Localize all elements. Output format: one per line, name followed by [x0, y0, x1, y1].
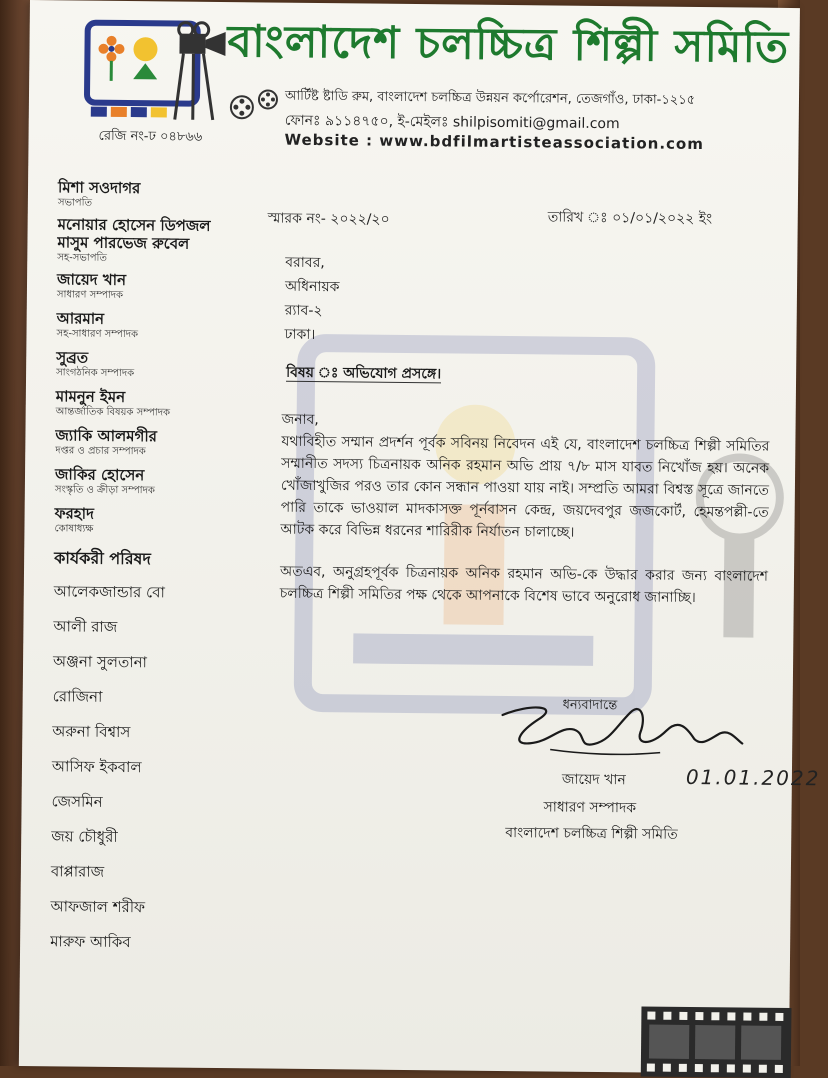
officer-name: মামনুন ইমন — [55, 387, 126, 407]
member-name: আলী রাজ — [53, 617, 118, 636]
letter-date: তারিখ ঃ ০১/০১/২০২২ ইং — [547, 209, 713, 228]
officer-role: সহ-সভাপতি — [57, 252, 107, 264]
member-name: জয় চৌধুরী — [51, 827, 118, 846]
film-reel-small-icon — [257, 88, 279, 110]
film-reel-icon — [229, 94, 255, 120]
salutation: জনাব, — [281, 411, 319, 429]
recipient-line: ঢাকা। — [284, 326, 316, 344]
officer-role: সাংগঠনিক সম্পাদক — [56, 367, 135, 380]
committee-heading: কার্যকরী পরিষদ — [54, 548, 151, 569]
letter-body — [279, 409, 769, 630]
letterhead-page — [19, 0, 821, 1074]
closing-text: ধন্যবাদান্তে — [562, 697, 618, 714]
officer-entry — [56, 309, 246, 342]
member-name: জেসমিন — [51, 792, 103, 811]
website-line: Website : www.bdfilmartisteassociation.com — [284, 130, 704, 154]
officer-name: মিশা সওদাগর — [57, 178, 141, 198]
member-name: অঞ্জনা সুলতানা — [52, 652, 148, 672]
handwritten-date: 01.01.2022 — [685, 764, 821, 791]
officer-role: সভাপতি — [57, 197, 93, 209]
officer-role: সহ-সাধারণ সম্পাদক — [56, 328, 139, 341]
association-logo — [83, 19, 234, 129]
officer-name: জ্যাকি আলমগীর — [55, 426, 158, 446]
officer-entry — [56, 387, 246, 420]
officer-entry — [54, 504, 244, 537]
subject-line — [286, 361, 441, 387]
film-strip-decoration — [641, 1006, 792, 1078]
member-name: মারুফ আকিব — [50, 932, 131, 952]
officer-entry — [57, 270, 247, 303]
officer-name: জায়েদ খান — [56, 270, 127, 290]
recipient-line: অধিনায়ক — [284, 278, 340, 296]
officer-role: কোষাধ্যক্ষ — [54, 523, 94, 535]
member-list — [50, 581, 244, 953]
member-name: আলেকজান্ডার বো — [53, 582, 166, 602]
handwritten-signature — [490, 685, 751, 768]
officer-entry — [55, 426, 245, 459]
member-name: আসিফ ইকবাল — [51, 757, 142, 777]
officer-name: মনোয়ার হোসেন ডিপজল — [57, 215, 211, 235]
officer-role: সংস্কৃতি ও ক্রীড়া সম্পাদক — [54, 484, 155, 497]
officer-entry — [55, 465, 245, 498]
committee-sidebar — [50, 178, 248, 953]
officer-name: জাকির হোসেন — [54, 465, 145, 485]
organization-title: বাংলাদেশ চলচ্চিত্র শিল্পী সমিতি — [227, 16, 790, 73]
officer-name: মাসুম পারভেজ রুবেল — [57, 233, 190, 253]
officer-name: সুব্রত — [56, 348, 89, 367]
contact-line: ফোনঃ ৯১১৪৭৫০, ই-মেইলঃ shilpisomiti@gmail.com — [284, 112, 620, 133]
officer-entry — [57, 233, 247, 266]
recipient-block — [284, 251, 339, 348]
officer-entry — [58, 215, 248, 235]
address-line: আর্টিষ্ট ষ্টাডি রুম, বাংলাদেশ চলচ্চিত্র উন্নয়ন কর্পোরেশন, তেজগাঁও, ঢাকা-১২১৫ — [284, 88, 696, 108]
memo-number: স্মারক নং- ২০২২/২০ — [267, 210, 390, 228]
officer-entry — [56, 348, 246, 381]
registration-number: রেজি নং-ঢ ০৪৮৬৬ — [98, 128, 203, 145]
officer-name: আরমান — [56, 309, 105, 328]
officer-role: সাধারণ সম্পাদক — [56, 289, 124, 301]
member-name: আফজাল শরীফ — [50, 897, 146, 917]
member-name: বাপ্পারাজ — [50, 862, 105, 881]
signer-title: সাধারণ সম্পাদক — [543, 799, 637, 817]
recipient-line: বরাবর, — [285, 254, 325, 272]
officer-role: দপ্তর ও প্রচার সম্পাদক — [55, 445, 146, 458]
officer-entry — [58, 178, 248, 211]
member-name: রোজিনা — [52, 687, 103, 706]
subject-text: বিষয় ঃ অভিযোগ প্রসঙ্গে। — [286, 364, 442, 383]
signer-organization: বাংলাদেশ চলচ্চিত্র শিল্পী সমিতি — [505, 825, 678, 843]
signer-name: জায়েদ খান — [561, 771, 626, 789]
body-paragraph: যথাবিহীত সম্মান প্রদর্শন পূর্বক সবিনয় নিবেদন এই যে, বাংলাদেশ চলচ্চিত্র শিল্পী সমিতির সম্মানীত সদস্য চিত্রনায়ক অনিক রহমান অভি প্রায় ৭/৮ মাস যাবত নিখোঁজ হয়। অনেক খোঁজাখুজির পরও তার কোন সন্ধান পাওয়া যায় নাই। সম্প্রতি আমরা বিশ্বস্ত সূত্রে জানতে পারি তাকে ভাওয়াল মাদকাসক্ত পূর্নবাসন কেন্দ্র, জয়দেবপুর জজকোর্ট, হেমন্তপল্লী-তে আটক করে বিভিন্ন ধরনের শারিরীক নির্যাতন চালাচ্ছে। — [280, 433, 770, 541]
body-paragraph: অতএব, অনুগ্রহপূর্বক চিত্রনায়ক অনিক রহমান অভি-কে উদ্ধার করার জন্য বাংলাদেশ চলচ্চিত্র শিল্পী সমিতির পক্ষ থেকে আপনাকে বিশেষ ভাবে অনুরোধ জানাচ্ছি। — [279, 563, 769, 607]
recipient-line: র‍্যাব-২ — [284, 302, 323, 320]
member-name: অরুনা বিশ্বাস — [52, 722, 131, 742]
officer-name: ফরহাদ — [54, 504, 95, 523]
officer-role: আন্তর্জাতিক বিষয়ক সম্পাদক — [55, 406, 171, 419]
